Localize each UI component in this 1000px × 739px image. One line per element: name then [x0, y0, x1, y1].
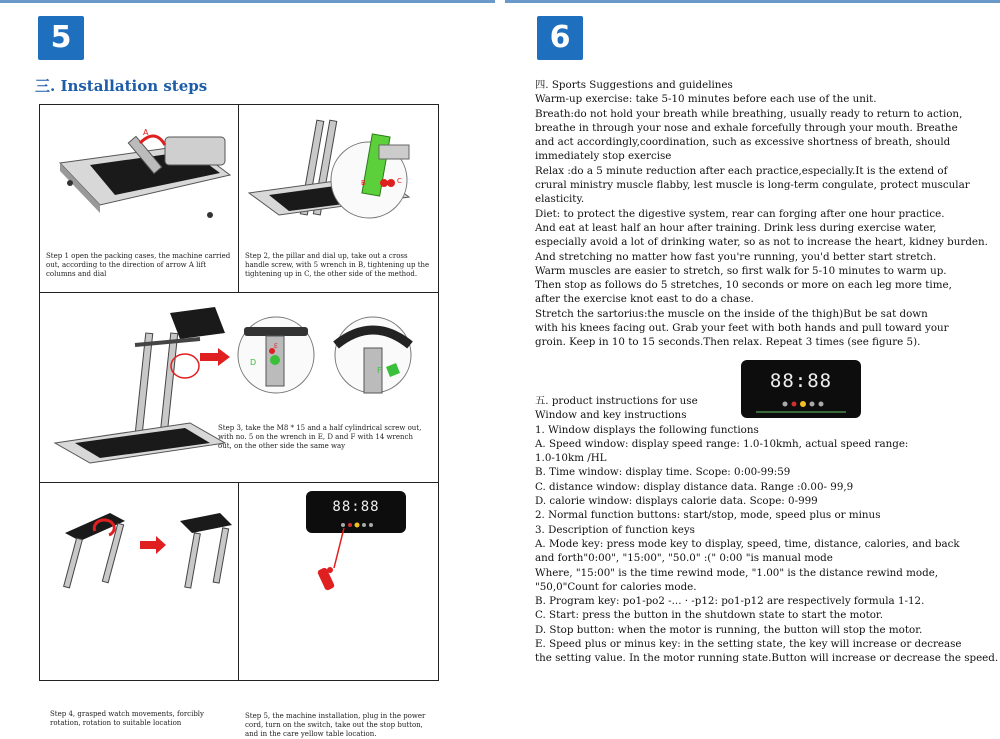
instruction-line: Where, "15:00" is the time rewind mode, "1.00" is the distance rewind mode, [535, 566, 939, 579]
console-digits: 88:88 [332, 499, 380, 515]
guideline-line: Stretch the sartorius:the muscle on the inside of the thigh)But be sat down [535, 307, 928, 320]
step-3-caption [218, 424, 421, 451]
instruction-line: Window and key instructions [535, 409, 687, 422]
caption-line: Step 5, the machine installation, plug in the power [245, 712, 426, 720]
instruction-line: 1.0-10km /HL [535, 452, 607, 465]
step-1-cell [40, 105, 239, 293]
instruction-line: 3. Description of function keys [535, 523, 695, 536]
label-d: D [250, 358, 257, 367]
label-e: E [274, 343, 278, 350]
caption-line: Step 4, grasped watch movements, forcibly [50, 710, 204, 718]
guideline-line: Warm-up exercise: take 5-10 minutes before each use of the unit. [535, 93, 877, 106]
installation-grid [39, 104, 439, 738]
step-5-cell [239, 483, 438, 738]
step-3-cell [40, 293, 438, 483]
instruction-line: C. Start: press the button in the shutdown state to start the motor. [535, 609, 883, 622]
guideline-line: Relax :do a 5 minute reduction after each practice,especially.It is the extend of [535, 164, 948, 177]
page-number-badge: 5 [38, 16, 84, 60]
instruction-line: D. calorie window: displays calorie data. Scope: 0-999 [535, 495, 818, 508]
caption-line: out, according to the direction of arrow A lift [46, 261, 207, 269]
instruction-line: D. Stop button: when the motor is running, the button will stop the motor. [535, 623, 923, 636]
step-5-caption [245, 712, 425, 739]
guideline-line: Warm muscles are easier to stretch, so first walk for 5-10 minutes to warm up. [535, 264, 947, 277]
instruction-line: and forth"0:00", "15:00", "50.0" :(" 0:00 "is manual mode [535, 552, 833, 565]
caption-line: and in the care yellow table location. [245, 730, 377, 738]
treadmill-folded-illustration [40, 105, 237, 255]
guideline-line: breathe in through your nose and exhale forcefully through your mouth. Breathe [535, 121, 958, 134]
section-title: 三. Installation steps [35, 77, 208, 95]
console-buttons [306, 491, 406, 533]
step-1-caption [46, 252, 230, 279]
guideline-line: after the exercise knot east to do a chase. [535, 293, 754, 306]
caption-line: tightening up in C, the other side of the method. [245, 270, 418, 278]
guideline-line: elasticity. [535, 193, 585, 206]
page-number-badge: 6 [537, 16, 583, 60]
guideline-line: with his knees facing out. Grab your feet with both hands and pull toward your [535, 322, 949, 335]
guideline-line: immediately stop exercise [535, 150, 672, 163]
guideline-line: And stretching no matter how fast you're running, you'd better start stretch. [535, 250, 937, 263]
label-b: B [361, 179, 366, 187]
treadmill-pillar-illustration [239, 105, 436, 250]
sports-guidelines [535, 78, 995, 350]
safety-key-illustration [239, 528, 436, 628]
caption-line: Step 1 open the packing cases, the machine carried [46, 252, 231, 260]
caption-line: Step 3, take the M8 * 15 and a half cylindrical screw out, [218, 424, 422, 432]
caption-line: Step 2, the pillar and dial up, take out a cross [245, 252, 408, 260]
guideline-line: 四. Sports Suggestions and guidelines [535, 79, 733, 91]
instruction-line: C. distance window: display distance data. Range :0.00- 99,9 [535, 480, 854, 493]
guideline-line: Diet: to protect the digestive system, rear can forging after one hour practice. [535, 207, 945, 220]
instruction-line: B. Time window: display time. Scope: 0:00-99:59 [535, 466, 791, 479]
caption-line: cord, turn on the switch, take out the stop button, [245, 721, 423, 729]
treadmill-assembled-illustration [40, 293, 438, 481]
instruction-line: A. Mode key: press mode key to display, speed, time, distance, calories, and back [535, 537, 960, 550]
guideline-line: groin. Keep in 10 to 15 seconds.Then relax. Repeat 3 times (see figure 5). [535, 336, 921, 349]
guideline-line: And eat at least half an hour after training. Drink less during exercise water, [535, 221, 937, 234]
top-rule-right [505, 0, 1000, 3]
step-4-caption [50, 710, 204, 728]
label-a: A [143, 128, 149, 137]
instruction-line: 1. Window displays the following functions [535, 423, 759, 436]
step-4-cell [40, 483, 239, 727]
step-2-caption [245, 252, 429, 279]
guideline-line: crural ministry muscle flabby, lest muscle is long-term congulate, protect muscular [535, 179, 970, 192]
guideline-line: and act accordingly,coordination, such as excessive shortness of breath, should [535, 136, 951, 149]
instruction-line: 2. Normal function buttons: start/stop, mode, speed plus or minus [535, 509, 881, 522]
instruction-line: the setting value. In the motor running state.Button will increase or decrease the speed. [535, 652, 999, 665]
instruction-line: 五. product instructions for use [535, 395, 698, 407]
guideline-line: Then stop as follows do 5 stretches, 10 seconds or more on each leg more time, [535, 279, 952, 292]
console-rotation-illustration [40, 483, 237, 593]
instruction-line: E. Speed plus or minus key: in the setting state, the key will increase or decrease [535, 638, 962, 651]
instruction-line: "50,0"Count for calories mode. [535, 580, 697, 593]
step-2-cell [239, 105, 438, 293]
product-instructions [535, 394, 999, 666]
label-f: F [377, 366, 382, 375]
console-digits: 88:88 [769, 370, 833, 392]
caption-line: with no. 5 on the wrench in E, D and F with 14 wrench [218, 433, 413, 441]
caption-line: out, on the other side the same way [218, 442, 346, 450]
instruction-line: A. Speed window: display speed range: 1.0-10kmh, actual speed range: [535, 437, 909, 450]
instruction-line: B. Program key: po1-po2 -... · -p12: po1-p12 are respectively formula 1-12. [535, 595, 925, 608]
label-c: C [397, 177, 402, 185]
caption-line: columns and dial [46, 270, 107, 278]
top-rule-left [0, 0, 495, 3]
caption-line: handle screw, with 5 wrench in B, tightening up the [245, 261, 430, 269]
guideline-line: especially avoid a lot of drinking water, so as not to increase the heart, kidney burden. [535, 236, 988, 249]
guideline-line: Breath:do not hold your breath while breathing, usually ready to return to action, [535, 107, 963, 120]
console-display [306, 491, 406, 533]
caption-line: rotation, rotation to suitable location [50, 719, 182, 727]
